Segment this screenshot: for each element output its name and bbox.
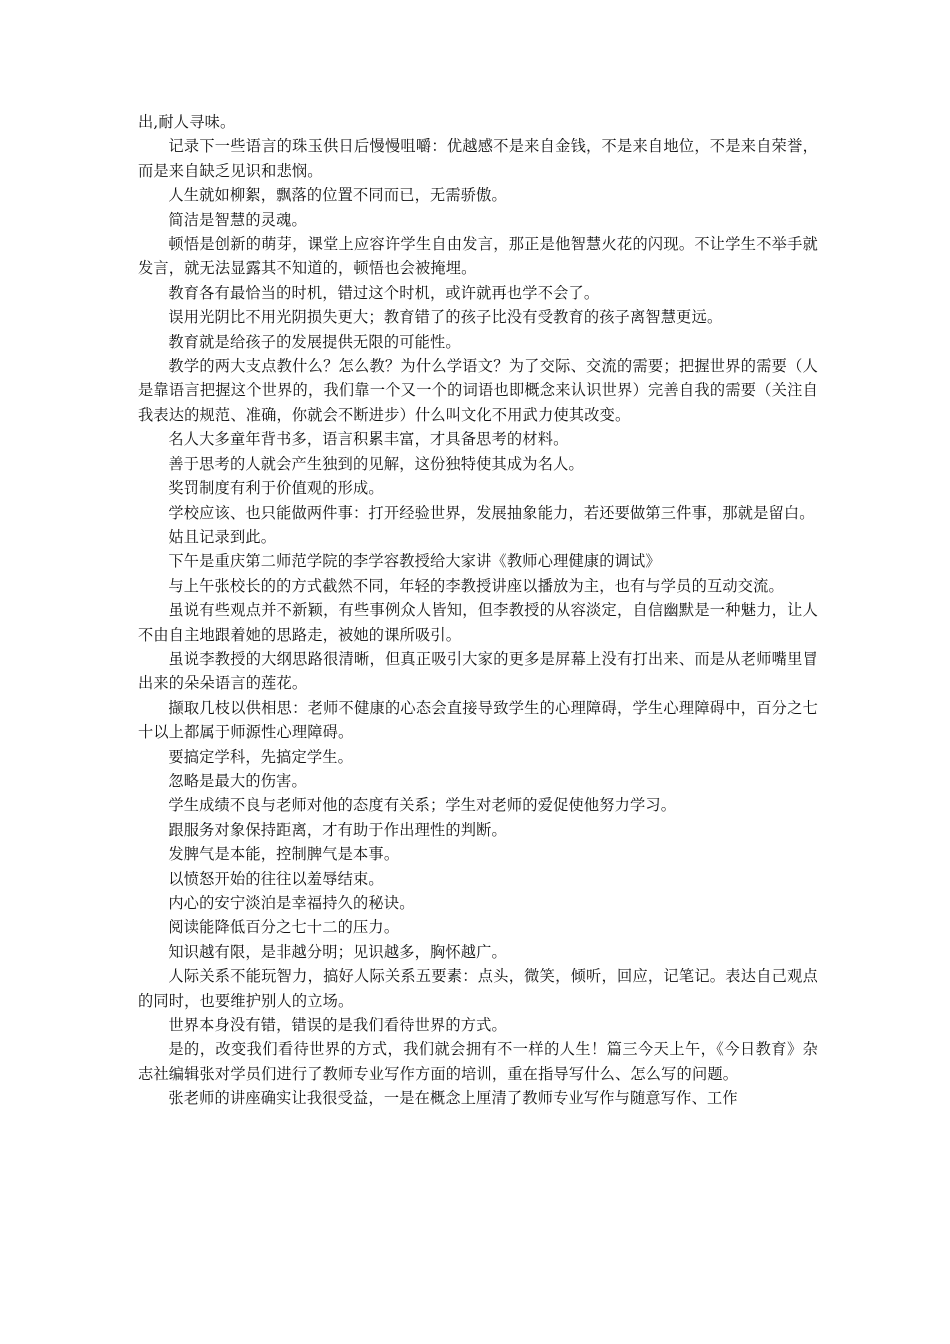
paragraph: 教学的两大支点教什么？怎么教？为什么学语文？为了交际、交流的需要；把握世界的需要（人是靠语言把握这个世界的，我们靠一个又一个的词语也即概念来认识世界）完善自我的需要（关注自我表达的规范、准确，你就会不断进步）什么叫文化不用武力使其改变。 — [138, 357, 818, 424]
paragraph: 简洁是智慧的灵魂。 — [168, 210, 307, 229]
paragraph: 学校应该、也只能做两件事：打开经验世界，发展抽象能力，若还要做第三件事，那就是留白。 — [168, 503, 815, 522]
paragraph: 与上午张校长的的方式截然不同，年轻的李教授讲座以播放为主，也有与学员的互动交流。 — [168, 576, 784, 595]
paragraph: 内心的安宁淡泊是幸福持久的秘诀。 — [168, 894, 415, 912]
paragraph: 误用光阴比不用光阴损失更大；教育错了的孩子比没有受教育的孩子离智慧更远。 — [168, 308, 723, 327]
paragraph: 教育就是给孩子的发展提供无限的可能性。 — [168, 332, 461, 351]
paragraph: 虽说李教授的大纲思路很清晰，但真正吸引大家的更多是屏幕上没有打出来、而是从老师嘴里冒出来的朵朵语言的莲花。 — [138, 649, 818, 693]
document-body — [138, 110, 818, 1111]
paragraph: 虽说有些观点并不新颖，有些事例众人皆知，但李教授的从容淡定，自信幽默是一种魅力，让人不由自主地跟着她的思路走，被她的课所吸引。 — [138, 601, 818, 644]
paragraph: 发脾气是本能，控制脾气是本事。 — [168, 845, 400, 864]
paragraph: 撷取几枝以供相思：老师不健康的心态会直接导致学生的心理障碍，学生心理障碍中，百分之七十以上都属于师源性心理障碍。 — [138, 698, 818, 742]
paragraph: 记录下一些语言的珠玉供日后慢慢咀嚼：优越感不是来自金钱，不是来自地位，不是来自荣誉，而是来自缺乏见识和悲悯。 — [138, 137, 818, 180]
paragraph: 出,耐人寻味。 — [138, 113, 236, 131]
paragraph: 要搞定学科，先搞定学生。 — [168, 747, 354, 766]
paragraph: 张老师的讲座确实让我很受益，一是在概念上厘清了教师专业写作与随意写作、工作 — [168, 1089, 738, 1108]
paragraph: 善于思考的人就会产生独到的见解，这份独特使其成为名人。 — [168, 454, 584, 473]
paragraph: 下午是重庆第二师范学院的李学容教授给大家讲《教师心理健康的调试》 — [168, 552, 661, 571]
paragraph: 人际关系不能玩智力，搞好人际关系五要素：点头，微笑，倾听，回应，记笔记。表达自己观点的同时，也要维护别人的立场。 — [138, 967, 818, 1010]
paragraph: 教育各有最恰当的时机，错过这个时机，或许就再也学不会了。 — [168, 283, 600, 302]
paragraph: 以愤怒开始的往往以羞辱结束。 — [168, 869, 384, 888]
paragraph: 奖罚制度有利于价值观的形成。 — [168, 479, 384, 498]
paragraph: 知识越有限，是非越分明；见识越多，胸怀越广。 — [168, 942, 507, 961]
paragraph: 名人大多童年背书多，语言积累丰富，才具备思考的材料。 — [168, 430, 569, 449]
paragraph: 阅读能降低百分之七十二的压力。 — [168, 918, 400, 937]
paragraph: 忽略是最大的伤害。 — [168, 771, 307, 790]
paragraph: 是的，改变我们看待世界的方式，我们就会拥有不一样的人生！篇三今天上午，《今日教育》杂志社编辑张对学员们进行了教师专业写作方面的培训，重在指导写什么、怎么写的问题。 — [138, 1040, 818, 1083]
paragraph: 人生就如柳絮，飘落的位置不同而已，无需骄傲。 — [168, 186, 507, 205]
paragraph: 姑且记录到此。 — [168, 527, 277, 546]
paragraph: 世界本身没有错，错误的是我们看待世界的方式。 — [168, 1016, 507, 1035]
paragraph: 跟服务对象保持距离，才有助于作出理性的判断。 — [168, 820, 507, 839]
paragraph: 顿悟是创新的萌芽，课堂上应容许学生自由发言，那正是他智慧火花的闪现。不让学生不举手就发言，就无法显露其不知道的，顿悟也会被掩埋。 — [138, 235, 818, 278]
paragraph: 学生成绩不良与老师对他的态度有关系；学生对老师的爱促使他努力学习。 — [168, 796, 677, 815]
